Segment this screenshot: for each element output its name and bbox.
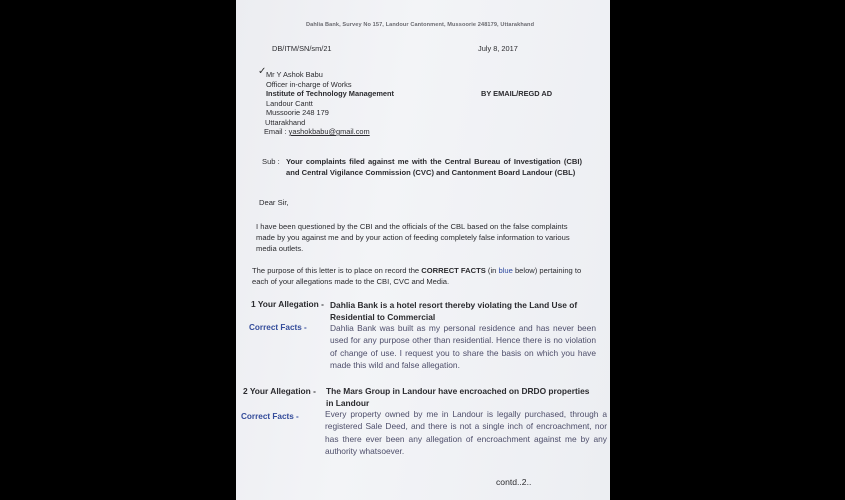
allegation-1-label: 1 Your Allegation - [251, 299, 324, 309]
correct-facts-1-text: Dahlia Bank was built as my personal residence and has never been used for any purpose other than residential. Hence there is no violation of change of use. I request you to share the basis on which you have made this wild and false allegation. [330, 323, 596, 371]
allegation-2-label: 2 Your Allegation - [243, 386, 316, 396]
paragraph-purpose [252, 265, 592, 287]
checkmark-icon: ✓ [258, 66, 267, 77]
subject-text: Your complaints filed against me with the Central Bureau of Investigation (CBI) and Central Vigilance Commission (CVC) and Cantonment Board Landour (CBL) [286, 157, 582, 177]
recipient-email-row [264, 127, 370, 136]
recipient-email-link[interactable]: yashokbabu@gmail.com [288, 127, 370, 136]
correct-facts-2-label: Correct Facts - [241, 412, 299, 421]
email-label: Email : [264, 127, 287, 136]
paragraph-intro: I have been questioned by the CBI and the officials of the CBL based on the false complaints made by you against me and by your action of feeding completely false information to various media outlets. [256, 222, 570, 253]
letterhead-address: Dahlia Bank, Survey No 157, Landour Cantonment, Mussoorie 248179, Uttarakhand [306, 22, 535, 28]
continued-marker: contd..2.. [496, 477, 532, 487]
allegation-1-text: Dahlia Bank is a hotel resort thereby violating the Land Use of Residential to Commercial [330, 300, 578, 322]
salutation: Dear Sir, [259, 198, 289, 207]
correct-facts-1-label: Correct Facts - [249, 323, 307, 332]
purpose-text-c: (in [485, 266, 499, 275]
recipient-title: Officer in-charge of Works [266, 80, 352, 89]
purpose-blue-word: blue [498, 266, 513, 275]
subject-label: Sub : [262, 157, 280, 166]
letter-page [236, 0, 610, 500]
delivery-mode: BY EMAIL/REGD AD [481, 89, 553, 98]
correct-facts-2-text: Every property owned by me in Landour is legally purchased, through a registered Sale Deed, and there is not a single inch of encroachment, nor has there ever been any allegation of encroachment against me by any authority whatsoever. [325, 409, 607, 457]
allegation-2-text: The Mars Group in Landour have encroached on DRDO properties in Landour [326, 386, 590, 408]
reference-number: DB/ITM/SN/sm/21 [272, 44, 332, 53]
recipient-org: Institute of Technology Management [266, 89, 394, 98]
purpose-correct-facts: CORRECT FACTS [421, 266, 486, 275]
recipient-address-line2: Mussoorie 248 179 [266, 108, 329, 117]
recipient-name: Mr Y Ashok Babu [266, 70, 323, 79]
purpose-text-a: The purpose of this letter is to place on record the [252, 266, 422, 275]
purpose-text-e: below) pertaining to each of your allegations made to the CBI, CVC and Media. [252, 266, 582, 286]
recipient-address-line3: Uttarakhand [265, 118, 306, 127]
recipient-address-line1: Landour Cantt [266, 99, 313, 108]
letter-date: July 8, 2017 [478, 44, 518, 53]
